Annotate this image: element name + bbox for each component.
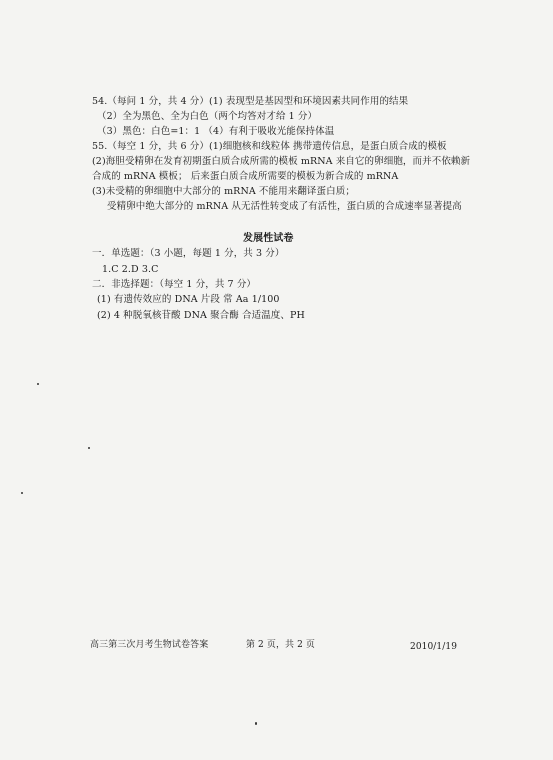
- section1-heading: 一．单选题：（3 小题，每题 1 分，共 3 分）: [92, 248, 285, 259]
- extension-title: 发展性试卷: [243, 233, 294, 244]
- q54-line-1: 54.（每问 1 分，共 4 分）(1) 表现型是基因型和环境因素共同作用的结果: [92, 96, 409, 107]
- q54-line-3: （3）黑色：白色=1：1 （4）有利于吸收光能保持体温: [97, 126, 335, 137]
- section2-line-2: (2) 4 种脱氧核苷酸 DNA 聚合酶 合适温度、PH: [97, 310, 305, 321]
- scan-speck: [37, 383, 39, 385]
- scan-speck: [88, 447, 90, 449]
- footer-page-number: 第 2 页，共 2 页: [246, 640, 315, 650]
- footer-date: 2010/1/19: [410, 642, 458, 652]
- scan-speck: [255, 722, 257, 725]
- scan-speck: [21, 492, 23, 494]
- section2-line-1: (1) 有遗传效应的 DNA 片段 常 Aa 1/100: [97, 294, 280, 305]
- q54-line-2: （2）全为黑色、全为白色（两个均答对才给 1 分）: [97, 111, 318, 122]
- q55-line-1: 55.（每空 1 分，共 6 分）(1)细胞核和线粒体 携带遗传信息，是蛋白质合成的模板: [92, 141, 447, 152]
- section2-heading: 二．非选择题：（每空 1 分，共 7 分）: [92, 279, 257, 290]
- footer-title: 高三第三次月考生物试卷答案: [90, 640, 209, 650]
- q55-line-3: 合成的 mRNA 模板； 后来蛋白质合成所需要的模板为新合成的 mRNA: [92, 171, 399, 182]
- q55-line-2: (2)海胆受精卵在发育初期蛋白质合成所需的模板 mRNA 来自它的卵细胞，而并不依赖新: [92, 156, 471, 167]
- section1-answers: 1.C 2.D 3.C: [102, 264, 159, 275]
- q55-line-5: 受精卵中绝大部分的 mRNA 从无活性转变成了有活性，蛋白质的合成速率显著提高: [107, 201, 462, 212]
- q55-line-4: (3)未受精的卵细胞中大部分的 mRNA 不能用来翻译蛋白质；: [92, 186, 355, 197]
